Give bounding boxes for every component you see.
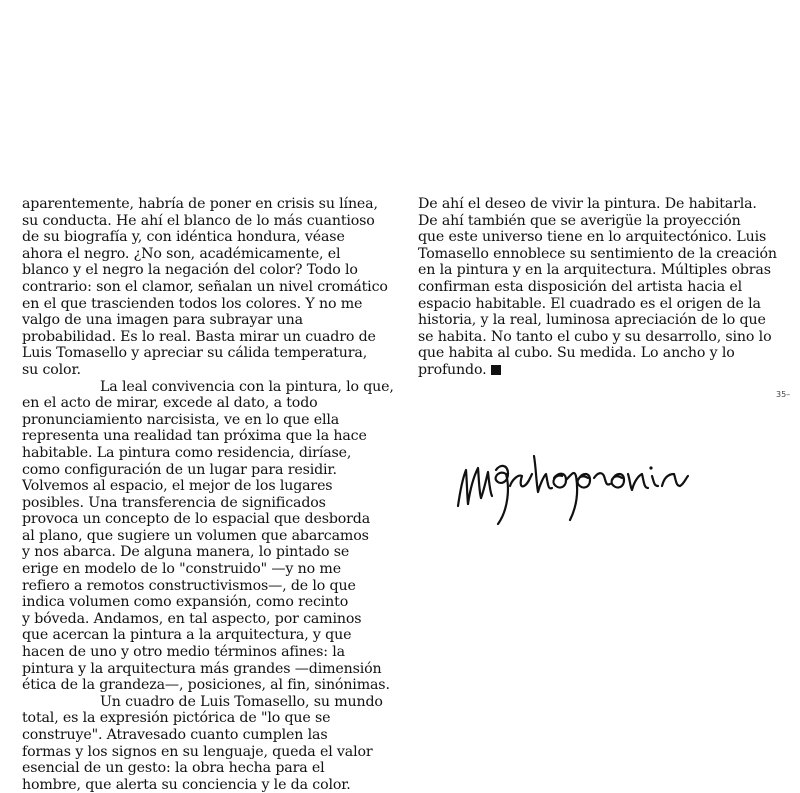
signature-stroke bbox=[496, 466, 508, 524]
signature bbox=[448, 448, 698, 528]
text-line: aparentemente, habría de poner en crisis su línea, bbox=[22, 196, 378, 212]
text-line: total, es la expresión pictórica de "lo que se bbox=[22, 710, 331, 727]
signature-stroke bbox=[566, 473, 577, 520]
closing-text: profundo. bbox=[418, 361, 487, 378]
text-line: pintura y la arquitectura más grandes —dimensión bbox=[22, 660, 382, 677]
text-line: espacio habitable. El cuadrado es el origen de la bbox=[418, 295, 761, 312]
signature-stroke bbox=[553, 474, 566, 488]
text-line: esencial de un gesto: la obra hecha para el bbox=[22, 760, 325, 777]
text-line: de su biografía y, con idéntica hondura, véase bbox=[22, 229, 345, 246]
signature-stroke bbox=[612, 474, 624, 487]
text-line: De ahí también que se averigüe la proyección bbox=[418, 212, 741, 229]
text-line: y bóveda. Andamos, en tal aspecto, por caminos bbox=[22, 610, 362, 627]
text-line: que este universo tiene en lo arquitectónico. Luis bbox=[418, 229, 767, 246]
text-line: en la pintura y en la arquitectura. Múltiples obras bbox=[418, 262, 771, 279]
text-line: historia, y la real, luminosa apreciación de lo que bbox=[418, 312, 766, 329]
text-line: ética de la grandeza—, posiciones, al fin, sinónimas. bbox=[22, 677, 390, 694]
signature-stroke bbox=[594, 473, 610, 484]
left-column bbox=[22, 196, 394, 793]
right-column bbox=[418, 196, 777, 379]
text-line: Luis Tomasello y apreciar su cálida temperatura, bbox=[22, 345, 368, 362]
text-line: y nos abarca. De alguna manera, lo pintado se bbox=[22, 544, 350, 561]
signature-stroke bbox=[628, 474, 648, 490]
signature-stroke bbox=[481, 472, 492, 498]
text-line: al plano, que sugiere un volumen que abarcamos bbox=[22, 527, 369, 544]
text-line: en el acto de mirar, excede al dato, a todo bbox=[22, 395, 318, 412]
signature-stroke bbox=[534, 456, 552, 492]
text-line: refiero a remotos constructivismos—, de lo que bbox=[22, 577, 356, 594]
closing-line bbox=[418, 362, 763, 379]
text-line: se habita. No tanto el cubo y su desarrollo, sino lo bbox=[418, 328, 772, 345]
text-line: valgo de una imagen para subrayar una bbox=[22, 312, 303, 329]
text-line: hombre, que alerta su conciencia y le da color. bbox=[22, 776, 351, 793]
signature-dot bbox=[649, 466, 652, 469]
text-line: indica volumen como expansión, como recinto bbox=[22, 594, 349, 611]
text-line: blanco y el negro la negación del color? Todo lo bbox=[22, 262, 358, 279]
paragraph-start-line: Un cuadro de Luis Tomasello, su mundo bbox=[100, 693, 383, 710]
text-line: representa una realidad tan próxima que la hace bbox=[22, 428, 367, 445]
text-line: que habita al cubo. Su medida. Lo ancho y lo bbox=[418, 345, 735, 362]
text-line: su color. bbox=[22, 361, 81, 378]
text-line: confirman esta disposición del artista hacia el bbox=[418, 278, 743, 295]
text-line: su conducta. He ahí el blanco de lo más cuantioso bbox=[22, 212, 375, 229]
text-line: pronunciamiento narcisista, ve en lo que ella bbox=[22, 411, 340, 428]
text-line: como configuración de un lugar para residir. bbox=[22, 461, 337, 478]
signature-stroke bbox=[468, 468, 481, 504]
text-line: Volvemos al espacio, el mejor de los lugares bbox=[22, 478, 333, 495]
text-line: posibles. Una transferencia de significados bbox=[22, 494, 326, 511]
page-number: 35– bbox=[776, 390, 791, 399]
text-line: ahora el negro. ¿No son, académicamente, el bbox=[22, 245, 341, 262]
text-line: habitable. La pintura como residencia, diríase, bbox=[22, 444, 352, 461]
text-line: Tomasello ennoblece su sentimiento de la creación bbox=[418, 245, 777, 262]
text-line: probabilidad. Es lo real. Basta mirar un cuadro de bbox=[22, 328, 376, 345]
text-line: erige en modelo de lo "construido" —y no me bbox=[22, 561, 341, 578]
signature-stroke bbox=[578, 474, 590, 487]
signature-stroke bbox=[652, 476, 658, 486]
end-of-article-square-icon bbox=[491, 365, 501, 375]
signature-stroke bbox=[510, 474, 532, 486]
text-line: construye". Atravesado cuanto cumplen las bbox=[22, 727, 328, 743]
signature-stroke bbox=[458, 470, 468, 506]
text-line: hacen de uno y otro medio términos afines: la bbox=[22, 644, 345, 661]
paragraph-start-line: La leal convivencia con la pintura, lo que, bbox=[100, 378, 394, 395]
text-line: que acercan la pintura a la arquitectura, y que bbox=[22, 627, 352, 644]
text-line: De ahí el deseo de vivir la pintura. De habitarla. bbox=[418, 196, 757, 212]
text-line: formas y los signos en su lenguaje, queda el valor bbox=[22, 743, 373, 760]
text-line: en el que trascienden todos los colores. Y no me bbox=[22, 295, 363, 312]
signature-stroke bbox=[662, 474, 688, 486]
text-line: provoca un concepto de lo espacial que desborda bbox=[22, 511, 371, 528]
text-line: contrario: son el clamor, señalan un nivel cromático bbox=[22, 278, 388, 295]
